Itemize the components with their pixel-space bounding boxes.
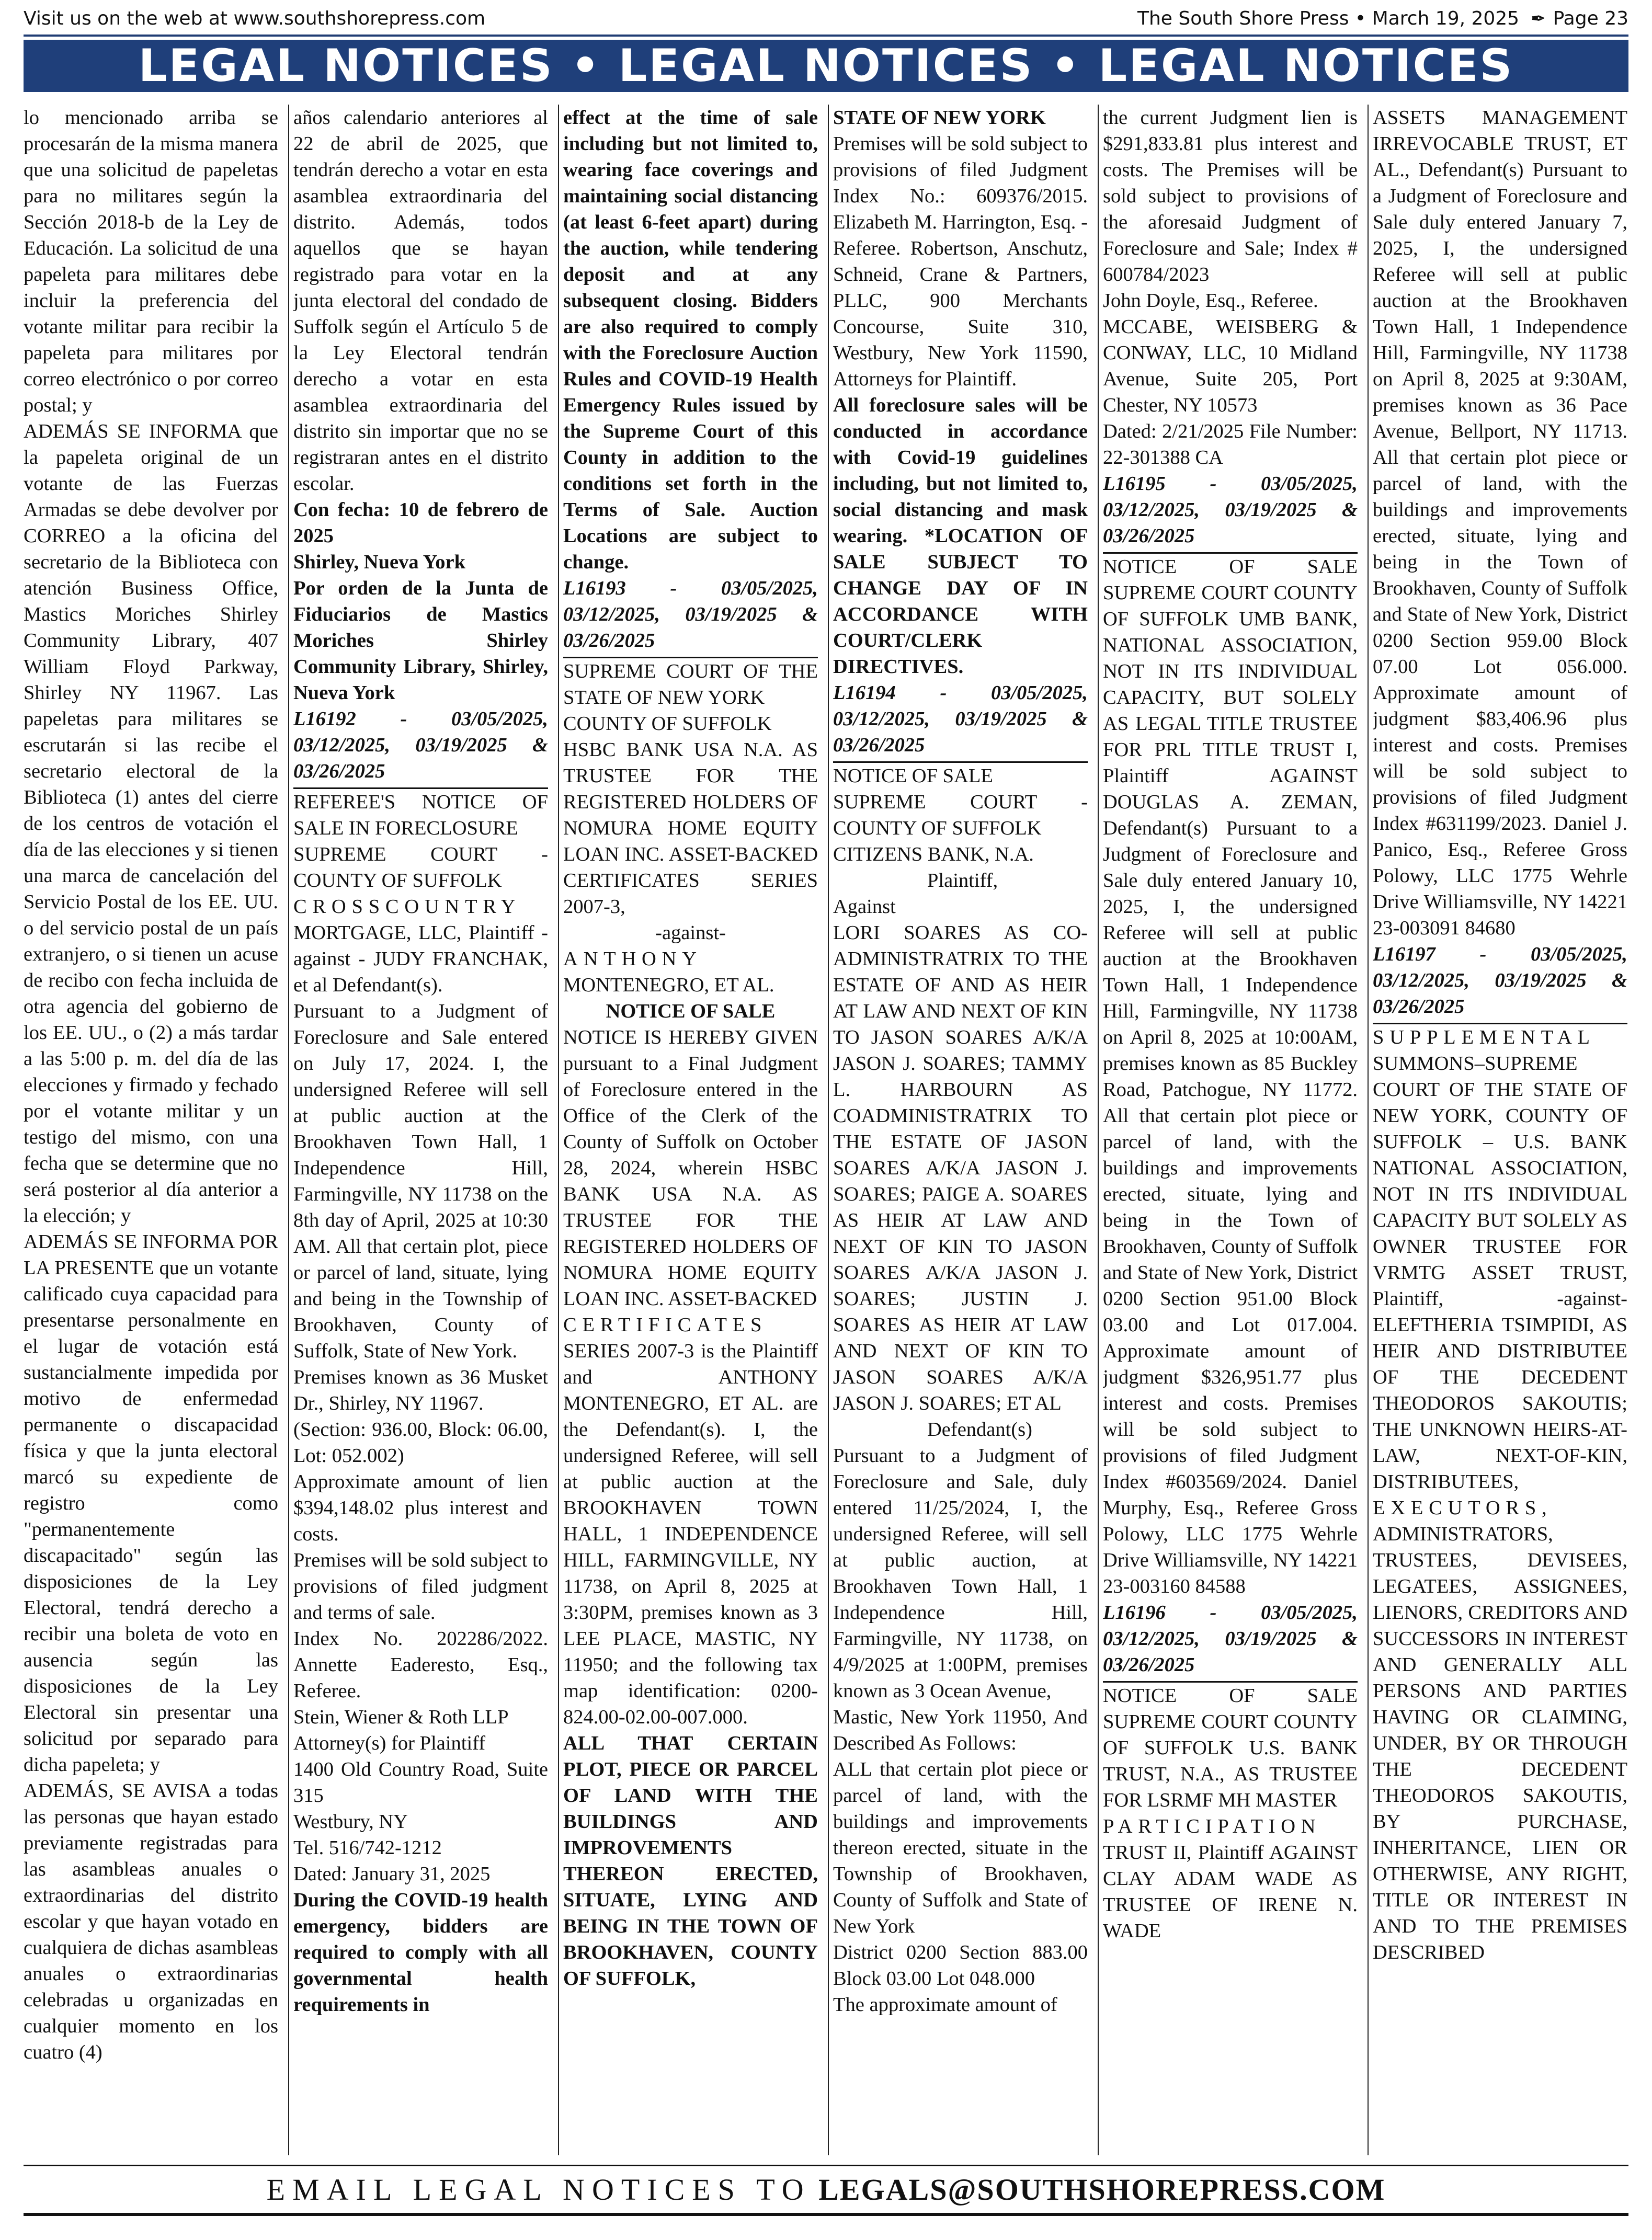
paragraph: Dated: 2/21/2025 File Number: 22-301388 CA: [1103, 420, 1358, 468]
notice-title: NOTICE OF SALE: [606, 1000, 776, 1022]
paragraph: Premises will be sold subject to provisions of filed Judgment Index No.: 609376/2015. Elizabeth M. Harrington, Esq. - Referee. Robertson, Anschutz, Schneid, Crane & Partners, PLLC, 900 Merchants Concourse, Suite 310, Westbury, New York 11590, Attorneys for Plaintiff.: [833, 133, 1088, 390]
paper-name: The South Shore Press: [1137, 8, 1349, 29]
paragraph: (Section: 936.00, Block: 06.00, Lot: 052.002): [293, 1419, 548, 1467]
paragraph: NOTICE IS HEREBY GIVEN pursuant to a Final Judgment of Foreclosure entered in the Office of the Clerk of the County of Suffolk on October 28, 2024, wherein HSBC BANK USA N.A. AS TRUSTEE FOR THE REGISTERED HOLDERS OF NOMURA HOME EQUITY LOAN INC. ASSET-BACKED: [563, 1026, 818, 1310]
paragraph: Stein, Wiener & Roth LLP: [293, 1706, 509, 1728]
paragraph: Pursuant to a Judgment of Foreclosure and Sale, duly entered 11/25/2024, I, the undersigned Referee, will sell at public auction, at Brookhaven Town Hall, 1 Independence Hill, Farmingville, NY 11738, on 4/9/2025 at 1:00PM, premises known as 3 Ocean Avenue,: [833, 1445, 1088, 1702]
page-number: Page 23: [1553, 8, 1628, 29]
paragraph: MCCABE, WEISBERG & CONWAY, LLC, 10 Midland Avenue, Suite 205, Port Chester, NY 10573: [1103, 316, 1358, 416]
paragraph: ASSETS MANAGEMENT IRREVOCABLE TRUST, ET AL., Defendant(s) Pursuant to a Judgment of Foreclosure and Sale duly entered January 7, 2025, I, the undersigned Referee will sell at public auction at the Brookhaven Town Hall, 1 Independence Hill, Farmingville, NY 11738 on April 8, 2025 at 9:30AM, premises known as 36 Pace Avenue, Bellport, NY 11713. All that certain plot piece or parcel of land, with the buildings and improvements erected, situate, lying and being in the Town of Brookhaven, County of Suffolk and State of New York, District 0200 Section 959.00 Block 07.00 Lot 056.000. Approximate amount of judgment $83,406.96 plus interest and costs. Premises will be sold subject to provisions of filed Judgment Index #631199/2023. Daniel J. Panico, Esq., Referee Gross Polowy, LLC 1775 Wehrle Drive Williamsville, NY 14221 23-003091 84680: [1373, 107, 1627, 939]
notice-title: REFEREE'S NOTICE OF SALE IN FORECLOSURE: [293, 791, 548, 839]
column-6: [1373, 105, 1627, 2155]
paragraph: the current Judgment lien is $291,833.81 plus interest and costs. The Premises will be sold subject to provisions of the aforesaid Judgment of Foreclosure and Sale; Index # 600784/2023: [1103, 107, 1358, 285]
defendants-list: LORI SOARES AS CO-ADMINISTRATRIX TO THE ESTATE OF AND AS HEIR AT LAW AND NEXT OF KIN TO JASON SOARES A/K/A JASON J. SOARES; TAMMY L. HARBOURN AS COADMINISTRATRIX TO THE ESTATE OF JASON SOARES A/K/A JASON J. SOARES; PAIGE A. SOARES AS HEIR AT LAW AND NEXT OF KIN TO JASON SOARES A/K/A JASON J. SOARES; JUSTIN J. SOARES AS HEIR AT LAW AND NEXT OF KIN TO JASON SOARES A/K/A JASON J. SOARES; ET AL: [833, 922, 1088, 1414]
notice-number: L16194 - 03/05/2025, 03/12/2025, 03/19/2025 & 03/26/2025: [833, 680, 1088, 763]
feather-icon: ✒: [1531, 8, 1546, 29]
covid-notice: effect at the time of sale including but not limited to, wearing face coverings and maintaining social distancing (at least 6-feet apart) during the auction, while tendering deposit and at any subsequent closing. Bidders are also required to comply with the Foreclosure Auction Rules and COVID-19 Health Emergency Rules issued by the Supreme Court of this County in addition to the conditions set forth in the Terms of Sale. Auction Locations are subject to change.: [563, 107, 818, 573]
column-divider: [288, 105, 289, 2155]
notice-number: L16193 - 03/05/2025, 03/12/2025, 03/19/2025 & 03/26/2025: [563, 575, 818, 658]
defendant-label: Defendant(s): [927, 1419, 1032, 1441]
paragraph: NOTICE OF SALE SUPREME COURT COUNTY OF SUFFOLK U.S. BANK TRUST, N.A., AS TRUSTEE FOR LSRMF MH MASTER: [1103, 1685, 1358, 1811]
plaintiff-line: CITIZENS BANK, N.A.: [833, 843, 1034, 865]
covid-notice: All foreclosure sales will be conducted in accordance with Covid-19 guidelines including, but not limited to, social distancing and mask wearing. *LOCATION OF SALE SUBJECT TO CHANGE DAY OF IN ACCORDANCE WITH COURT/CLERK DIRECTIVES.: [833, 394, 1088, 678]
column-divider: [1098, 105, 1099, 2155]
county-line: COUNTY OF SUFFOLK: [563, 713, 772, 735]
paragraph: Westbury, NY: [293, 1811, 408, 1833]
covid-notice: During the COVID-19 health emergency, bidders are required to comply with all governmental health requirements in: [293, 1889, 548, 2016]
paragraph: años calendario anteriores al 22 de abril de 2025, que tendrán derecho a votar en esta asamblea extraordinaria del distrito. Además, todos aquellos que se hayan registrado para votar en la junta electoral del condado de Suffolk según el Artículo 5 de la Ley Electoral tendrán derecho a votar en esta asamblea extraordinaria del distrito sin importar que no se registraran antes en el distrito escolar.: [293, 107, 548, 495]
plaintiff-line: HSBC BANK USA N.A. AS TRUSTEE FOR THE REGISTERED HOLDERS OF NOMURA HOME EQUITY LOAN INC. ASSET-BACKED CERTIFICATES SERIES 2007-3,: [563, 739, 818, 918]
paragraph: Mastic, New York 11950, And Described As Follows:: [833, 1706, 1088, 1754]
paragraph: The approximate amount of: [833, 1994, 1057, 2016]
state-line: STATE OF NEW YORK: [833, 107, 1046, 129]
header-rule: [24, 35, 1628, 37]
party-name: CROSSCOUNTRY: [293, 896, 521, 918]
footer-label: EMAIL LEGAL NOTICES TO: [266, 2173, 811, 2207]
paragraph: ADEMÁS, SE AVISA a todas las personas que hayan estado previamente registradas para las asambleas anuales o extraordinarias del distrito escolar y que hayan votado en cualquiera de dichas asambleas anuales o extraordinarias celebradas u organizadas en cualquier momento en los cuatro (4): [24, 1780, 278, 2063]
footer: [24, 2170, 1628, 2210]
paragraph: SERIES 2007-3 is the Plaintiff and ANTHONY MONTENEGRO, ET AL. are the Defendant(s). I, the undersigned Referee, will sell at public auction at the BROOKHAVEN TOWN HALL, 1 INDEPENDENCE HILL, FARMINGVILLE, NY 11738, on April 8, 2025 at 3:30PM, premises known as 3 LEE PLACE, MASTIC, NY 11950; and the following tax map identification: 0200-824.00-02.00-007.000.: [563, 1340, 818, 1728]
court-line: SUPREME COURT OF THE STATE OF NEW YORK: [563, 660, 818, 708]
court-line: SUPREME COURT - COUNTY OF SUFFOLK: [293, 843, 548, 892]
paragraph: 1400 Old Country Road, Suite 315: [293, 1758, 548, 1807]
dated-line: Con fecha: 10 de febrero de 2025: [293, 499, 548, 547]
paragraph: ADEMÁS SE INFORMA que la papeleta original de un votante de las Fuerzas Armadas se debe devolver por CORREO a la oficina del secretario de la Biblioteca con atención Business Office, Mastics Moriches Shirley Community Library, 407 William Floyd Parkway, Shirley NY 11967. Las papeletas para militares se escrutarán si las recibe el secretario electoral de la Biblioteca (1) antes del cierre de los centros de votación el día de las elecciones y si tienen una marca de cancelación del Servicio Postal de los EE. UU. o del servicio postal de un país extranjero, o si tienen un acuse de recibo con fecha incluida de otra agencia del gobierno de los EE. UU., o (2) a más tardar a las 5:00 p. m. del día de las elecciones y firmado y fechado por el votante militar y un testigo del mismo, con una fecha que se determine que no será posterior al día anterior a la elección; y: [24, 420, 278, 1227]
paragraph: John Doyle, Esq., Referee.: [1103, 290, 1318, 312]
column-1: [24, 105, 278, 2155]
notice-title: NOTICE OF SALE: [833, 765, 993, 787]
notice-number: L16197 - 03/05/2025, 03/12/2025, 03/19/2025 & 03/26/2025: [1373, 941, 1627, 1024]
column-divider: [558, 105, 559, 2155]
paragraph: MORTGAGE, LLC, Plaintiff - against - JUDY FRANCHAK, et al Defendant(s).: [293, 922, 548, 996]
spaced-word: EXECUTORS,: [1373, 1497, 1553, 1519]
paragraph: Dated: January 31, 2025: [293, 1863, 491, 1885]
spaced-word: PARTICIPATION: [1103, 1815, 1321, 1837]
paragraph: TRUST II, Plaintiff AGAINST CLAY ADAM WADE AS TRUSTEE OF IRENE N. WADE: [1103, 1842, 1358, 1942]
against-line: Against: [833, 896, 896, 918]
legal-notices-banner: LEGAL NOTICES • LEGAL NOTICES • LEGAL NOTICES: [24, 40, 1628, 92]
party-name: MONTENEGRO, ET AL.: [563, 974, 774, 996]
notice-number: L16192 - 03/05/2025, 03/12/2025, 03/19/2025 & 03/26/2025: [293, 706, 548, 789]
party-name: ANTHONY: [563, 948, 702, 970]
paragraph: ALL that certain plot piece or parcel of land, with the buildings and improvements thereon erected, situate in the Township of Brookhaven, County of Suffolk and State of New York: [833, 1758, 1088, 1937]
property-description: ALL THAT CERTAIN PLOT, PIECE OR PARCEL OF LAND WITH THE BUILDINGS AND IMPROVEMENTS THEREON ERECTED, SITUATE, LYING AND BEING IN THE TOWN OF BROOKHAVEN, COUNTY OF SUFFOLK,: [563, 1732, 818, 1990]
paragraph: ADMINISTRATORS, TRUSTEES, DEVISEES, LEGATEES, ASSIGNEES, LIENORS, CREDITORS AND SUCCESSORS IN INTEREST AND GENERALLY ALL PERSONS AND PARTIES HAVING OR CLAIMING, UNDER, BY OR THROUGH THE DECEDENT THEODOROS SAKOUTIS, BY PURCHASE, INHERITANCE, LIEN OR OTHERWISE, ANY RIGHT, TITLE OR INTEREST IN AND TO THE PREMISES DESCRIBED: [1373, 1523, 1627, 1963]
paragraph: Premises known as 36 Musket Dr., Shirley, NY 11967.: [293, 1366, 548, 1414]
paragraph: ADEMÁS SE INFORMA POR LA PRESENTE que un votante calificado cuya capacidad para presentarse personalmente en el lugar de votación está sustancialmente impedida por motivo de enfermedad permanente o discapacidad física y que la junta electoral marcó su expediente de registro como "permanentemente discapacitado" según las disposiciones de la Ley Electoral, tendrá derecho a recibir una boleta de voto en ausencia según las disposiciones de la Ley Electoral sin presentar una solicitud por separado para dicha papeleta; y: [24, 1231, 278, 1776]
column-divider: [828, 105, 829, 2155]
footer-rule: [24, 2213, 1628, 2216]
notice-number: L16195 - 03/05/2025, 03/12/2025, 03/19/2025 & 03/26/2025: [1103, 471, 1358, 554]
court-line: SUPREME COURT - COUNTY OF SUFFOLK: [833, 791, 1088, 839]
notice-number: L16196 - 03/05/2025, 03/12/2025, 03/19/2025 & 03/26/2025: [1103, 1599, 1358, 1683]
order-line: Por orden de la Junta de Fiduciarios de Mastics Moriches Shirley Community Library, Shirley, Nueva York: [293, 577, 548, 704]
page-header: [24, 4, 1628, 33]
paragraph: SUMMONS–SUPREME COURT OF THE STATE OF NEW YORK, COUNTY OF SUFFOLK – U.S. BANK NATIONAL ASSOCIATION, NOT IN ITS INDIVIDUAL CAPACITY BUT SOLELY AS OWNER TRUSTEE FOR VRMTG ASSET TRUST, Plaintiff, -against- ELEFTHERIA TSIMPIDI, AS HEIR AND DISTRIBUTEE OF THE DECEDENT THEODOROS SAKOUTIS; THE UNKNOWN HEIRS-AT-LAW, NEXT-OF-KIN, DISTRIBUTEES,: [1373, 1053, 1627, 1493]
footer-email[interactable]: LEGALS@SOUTHSHOREPRESS.COM: [818, 2173, 1386, 2207]
spaced-word: SUPPLEMENTAL: [1373, 1026, 1596, 1048]
paragraph: District 0200 Section 883.00 Block 03.00 Lot 048.000: [833, 1941, 1088, 1990]
issue-date: March 19, 2025: [1372, 8, 1520, 29]
footer-rule: [24, 2165, 1628, 2166]
plaintiff-label: Plaintiff,: [927, 870, 998, 892]
column-divider: [1368, 105, 1369, 2155]
header-right: The South Shore Press • March 19, 2025 ✒ Page 23: [1137, 4, 1628, 33]
website-text: Visit us on the web at www.southshorepress.com: [24, 8, 486, 29]
paragraph: NOTICE OF SALE SUPREME COURT COUNTY OF SUFFOLK UMB BANK, NATIONAL ASSOCIATION, NOT IN ITS INDIVIDUAL CAPACITY, BUT SOLELY AS LEGAL TITLE TRUSTEE FOR PRL TITLE TRUST I, Plaintiff AGAINST DOUGLAS A. ZEMAN, Defendant(s) Pursuant to a Judgment of Foreclosure and Sale duly entered January 10, 2025, I, the undersigned Referee will sell at public auction at the Brookhaven Town Hall, 1 Independence Hill, Farmingville, NY 11738 on April 8, 2025 at 10:00AM, premises known as 85 Buckley Road, Patchogue, NY 11772. All that certain plot piece or parcel of land, with the buildings and improvements erected, situate, lying and being in the Town of Brookhaven, County of Suffolk and State of New York, District 0200 Section 951.00 Block 03.00 and Lot 017.004. Approximate amount of judgment $326,951.77 plus interest and costs. Premises will be sold subject to provisions of filed Judgment Index #603569/2024. Daniel Murphy, Esq., Referee Gross Polowy, LLC 1775 Wehrle Drive Williamsville, NY 14221 23-003160 84588: [1103, 556, 1358, 1597]
paragraph: Attorney(s) for Plaintiff: [293, 1732, 486, 1754]
column-2: [293, 105, 548, 2155]
paragraph: Tel. 516/742-1212: [293, 1837, 442, 1859]
paragraph: Pursuant to a Judgment of Foreclosure and Sale entered on July 17, 2024. I, the undersigned Referee will sell at public auction at the Brookhaven Town Hall, 1 Independence Hill, Farmingville, NY 11738 on the 8th day of April, 2025 at 10:30 AM. All that certain plot, piece or parcel of land, situate, lying and being in the Township of Brookhaven, County of Suffolk, State of New York.: [293, 1000, 548, 1362]
column-4: [833, 105, 1088, 2155]
spaced-word: CERTIFICATES: [563, 1314, 768, 1336]
column-5: [1103, 105, 1358, 2155]
paragraph: Premises will be sold subject to provisions of filed judgment and terms of sale.: [293, 1549, 548, 1624]
place-line: Shirley, Nueva York: [293, 551, 466, 573]
paragraph: Approximate amount of lien $394,148.02 plus interest and costs.: [293, 1471, 548, 1545]
against-line: -against-: [655, 922, 726, 944]
paragraph: Index No. 202286/2022. Annette Eaderesto, Esq., Referee.: [293, 1628, 548, 1702]
notice-columns: [24, 105, 1628, 2155]
paragraph: lo mencionado arriba se procesarán de la misma manera que una solicitud de papeletas para no militares según la Sección 2018-b de la Ley de Educación. La solicitud de una papeleta para militares debe incluir la preferencia del votante militar para recibir la papeleta para militares por correo electrónico o por correo postal; y: [24, 107, 278, 416]
column-3: [563, 105, 818, 2155]
